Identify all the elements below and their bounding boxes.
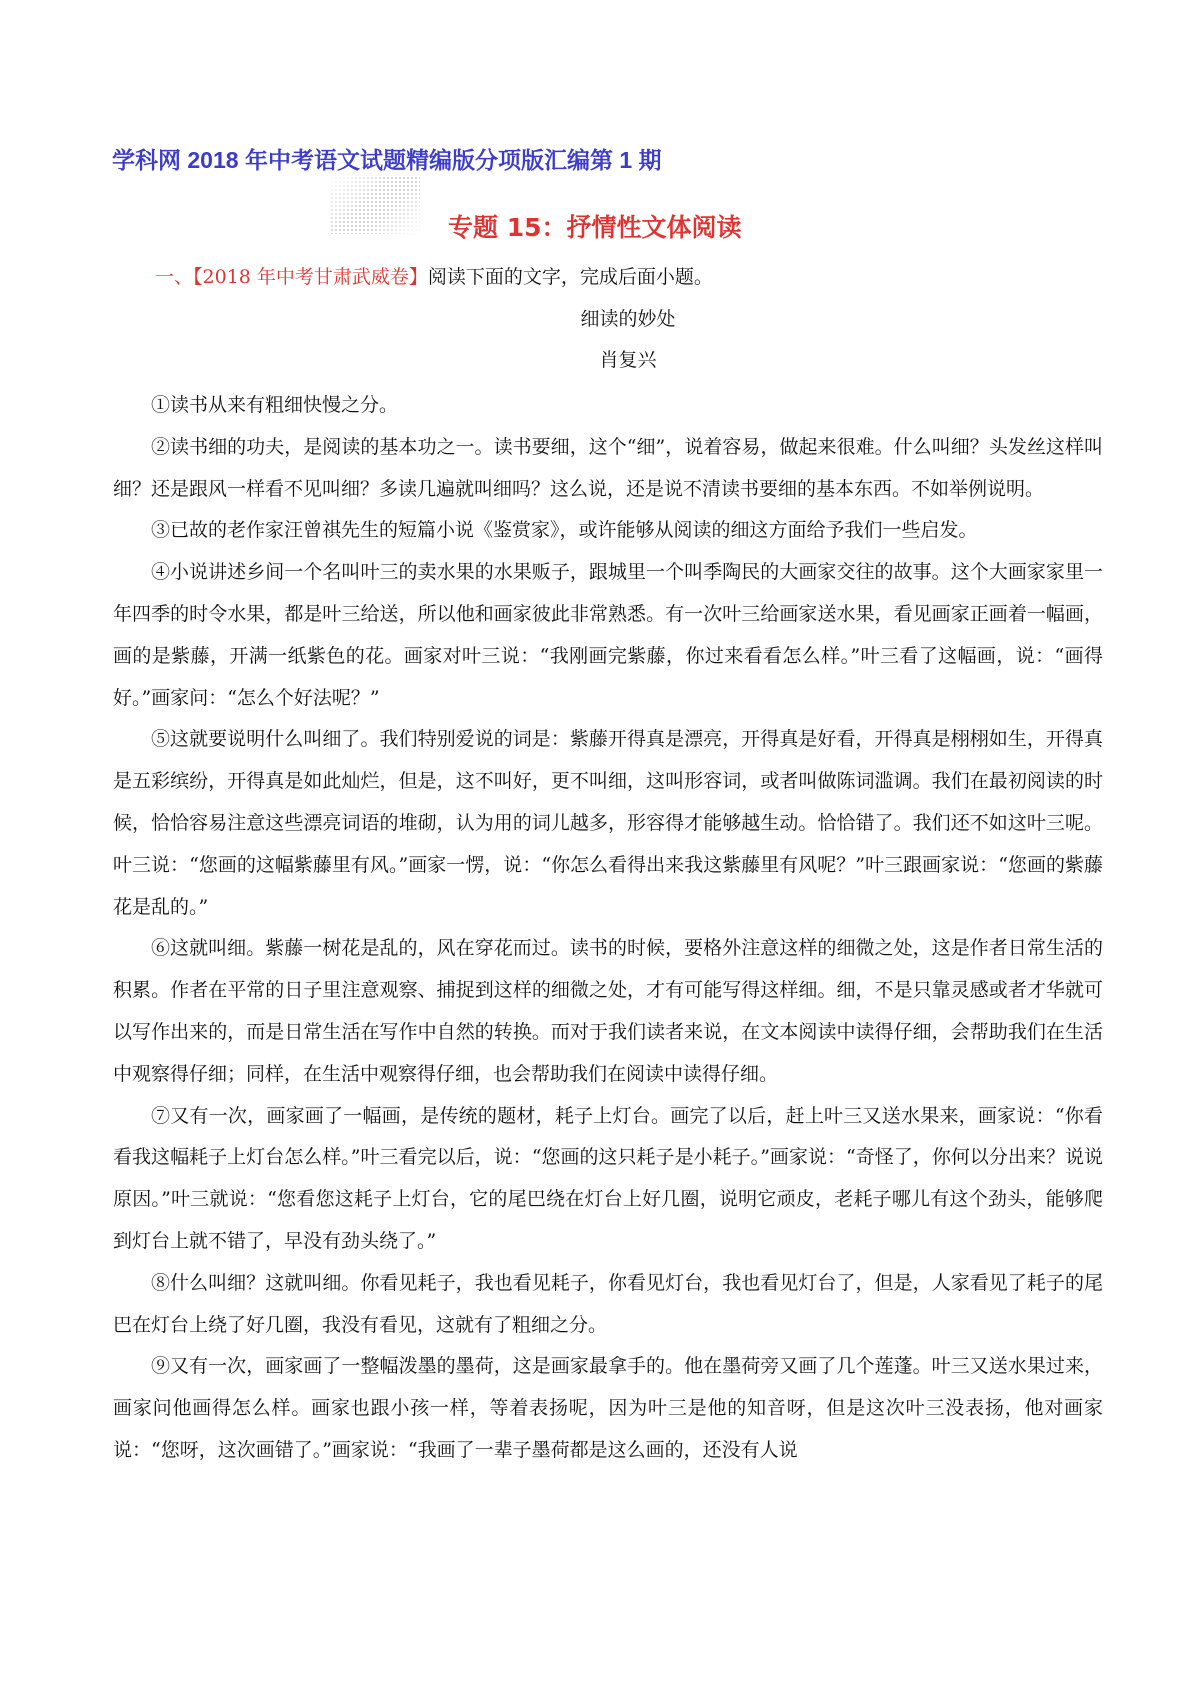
question-instruction: 阅读下面的文字，完成后面小题。: [427, 266, 713, 288]
article-title: 细读的妙处: [580, 308, 676, 330]
paragraph-1: ①读书从来有粗细快慢之分。: [151, 394, 399, 416]
document-header-title: 学科网 2018 年中考语文试题精编版分项版汇编第 1 期: [112, 147, 662, 173]
paragraph-8: ⑧什么叫细？这就叫细。你看见耗子，我也看见耗子，你看见灯台，我也看见灯台了，但是，人家看见了耗子的尾巴在灯台上绕了好几圈，我没有看见，这就有了粗细之分。: [113, 1271, 1103, 1336]
paragraph-7: ⑦又有一次，画家画了一幅画，是传统的题材，耗子上灯台。画完了以后，赶上叶三又送水果来，画家说：“你看看我这幅耗子上灯台怎么样。”叶三看完以后，说：“您画的这只耗子是小耗子。”画家说：“奇怪了，你何以分出来？说说原因。”叶三就说：“您看您这耗子上灯台，它的尾巴绕在灯台上好几圈，说明它顽皮，老耗子哪儿有这个劲头，能够爬到灯台上就不错了，早没有劲头绕了。”: [113, 1104, 1103, 1252]
decorative-dot-pattern: [330, 176, 420, 234]
article-author: 肖复兴: [599, 349, 657, 371]
paragraph-4: ④小说讲述乡间一个名叫叶三的卖水果的水果贩子，跟城里一个叫季陶民的大画家交往的故事。这个大画家家里一年四季的时令水果，都是叶三给送，所以他和画家彼此非常熟悉。有一次叶三给画家送水果，看见画家正画着一幅画，画的是紫藤，开满一纸紫色的花。画家对叶三说：“我刚画完紫藤，你过来看看怎么样。”叶三看了这幅画，说：“画得好。”画家问：“怎么个好法呢？”: [113, 561, 1103, 709]
paragraph-3: ③已故的老作家汪曾祺先生的短篇小说《鉴赏家》，或许能够从阅读的细这方面给予我们一些启发。: [151, 519, 978, 542]
topic-title: 专题 15：抒情性文体阅读: [448, 213, 742, 242]
paragraph-6: ⑥这就叫细。紫藤一树花是乱的，风在穿花而过。读书的时候，要格外注意这样的细微之处，这是作者日常生活的积累。作者在平常的日子里注意观察、捕捉到这样的细微之处，才有可能写得这样细。细，不是只靠灵感或者才华就可以写作出来的，而是日常生活在写作中自然的转换。而对于我们读者来说，在文本阅读中读得仔细，会帮助我们在生活中观察得仔细；同样，在生活中观察得仔细，也会帮助我们在阅读中读得仔细。: [113, 937, 1103, 1085]
question-source: 【2018 年中考甘肃武威卷】: [193, 266, 428, 288]
paragraph-9: ⑨又有一次，画家画了一整幅泼墨的墨荷，这是画家最拿手的。他在墨荷旁又画了几个莲蓬。叶三又送水果过来，画家问他画得怎么样。画家也跟小孩一样，等着表扬呢，因为叶三是他的知音呀，但是这次叶三没表扬，他对画家说：“您呀，这次画错了。”画家说：“我画了一辈子墨荷都是这么画的，还没有人说: [113, 1355, 1103, 1461]
paragraph-5: ⑤这就要说明什么叫细了。我们特别爱说的词是：紫藤开得真是漂亮，开得真是好看，开得真是栩栩如生，开得真是五彩缤纷，开得真是如此灿烂，但是，这不叫好，更不叫细，这叫形容词，或者叫做陈词滥调。我们在最初阅读的时候，恰恰容易注意这些漂亮词语的堆砌，认为用的词儿越多，形容得才能够越生动。恰恰错了。我们还不如这叶三呢。叶三说：“您画的这幅紫藤里有风。”画家一愣，说：“你怎么看得出来我这紫藤里有风呢？”叶三跟画家说：“您画的紫藤花是乱的。”: [113, 728, 1103, 918]
question-intro: [155, 262, 713, 289]
article-body: [113, 385, 1103, 1472]
paragraph-2: ②读书细的功夫，是阅读的基本功之一。读书要细，这个“细”，说着容易，做起来很难。什么叫细？头发丝这样叫细？还是跟风一样看不见叫细？多读几遍就叫细吗？这么说，还是说不清读书要细的基本东西。不如举例说明。: [113, 435, 1103, 500]
question-number: 一、: [155, 266, 194, 288]
